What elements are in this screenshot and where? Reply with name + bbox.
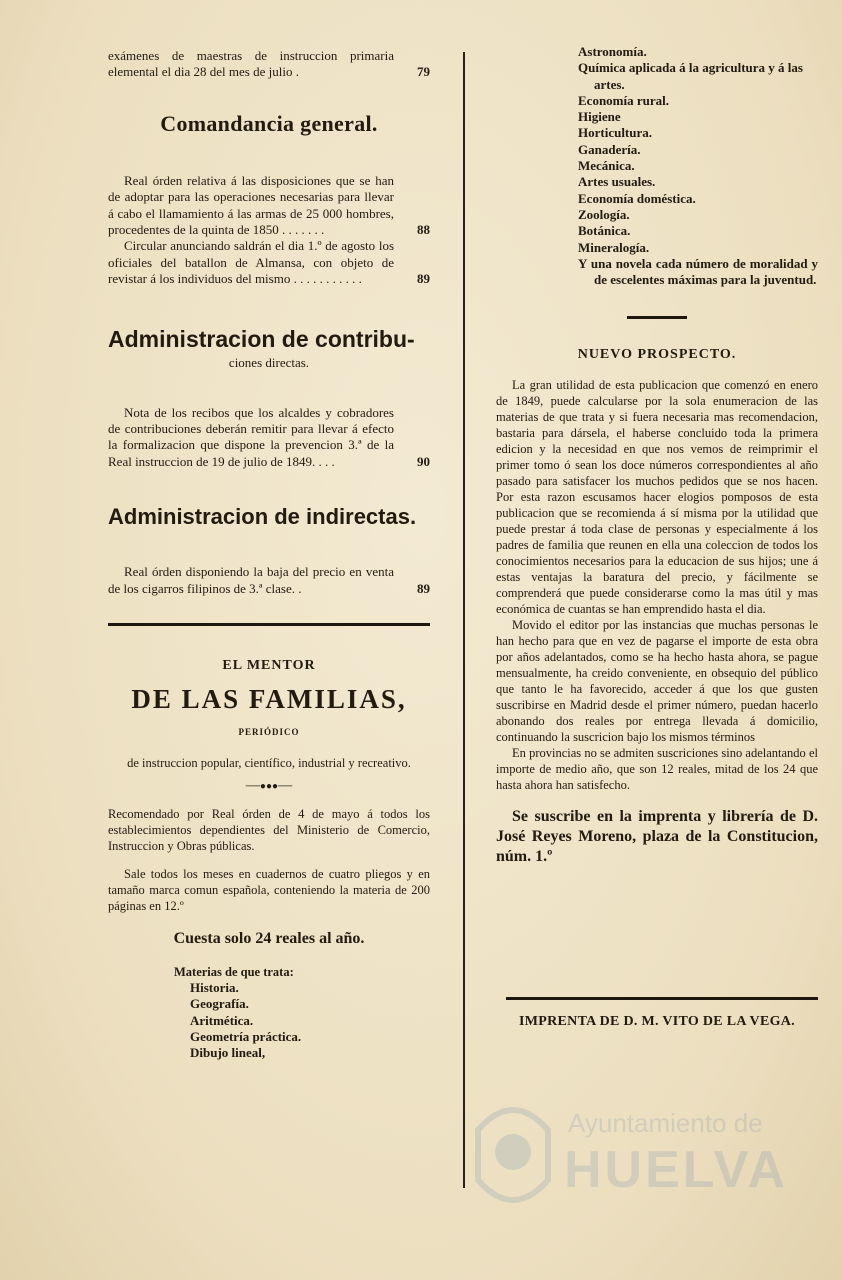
mentor-price: Cuesta solo 24 reales al año.: [173, 930, 365, 948]
subject-item: Geografía.: [190, 996, 249, 1012]
toc-page-number: 89: [417, 271, 430, 287]
column-divider: [463, 52, 465, 1188]
subjects-label: Materias de que trata:: [174, 965, 294, 980]
subject-item: Astronomía.: [578, 44, 647, 59]
coat-of-arms-icon: [468, 1090, 558, 1220]
subject-item: Aritmética.: [190, 1012, 254, 1028]
section-title-indirectas: Administracion de indirectas.: [108, 504, 417, 530]
subject-item: Botánica.: [578, 223, 631, 239]
subject-item: Zoología.: [578, 206, 630, 222]
subject-item: Mecánica.: [578, 158, 635, 174]
subscribe-notice: Se suscribe en la imprenta y librería de D. José Reyes Moreno, plaza de la Constitucion, núm. 1.º: [496, 808, 818, 866]
ornament-rule: ──●●●──: [245, 781, 293, 793]
right-column: [496, 44, 818, 1030]
watermark-line-1: Ayuntamiento de: [568, 1108, 763, 1138]
watermark-line-2: HUELVA: [564, 1141, 789, 1199]
subject-item: Economía doméstica.: [578, 190, 696, 206]
subject-item: Química aplicada á la agricultura y á las artes.: [578, 60, 803, 92]
subject-item: Higiene: [578, 109, 621, 125]
subjects-list-right: [578, 44, 818, 288]
toc-page-number: 90: [417, 453, 430, 469]
section-comandancia-entries: [108, 173, 430, 288]
toc-entry-text: Real órden disponiendo la baja del precio en venta de los cigarros filipinos de 3.ª clase. .: [108, 564, 394, 596]
toc-entry-text: Nota de los recibos que los alcaldes y cobradores de contribuciones deberán remitir para llevar á efecto la formalizacion que dispone la prevencion 3.ª de la Real instruccion de 19 de julio de 1849. . . .: [108, 404, 394, 469]
prospecto-paragraph-1: La gran utilidad de esta publicacion que comenzó en enero de 1849, puede calcularse por la sola enumeracion de las materias de que trata y si fuera necesaria mas recomendacion, bastaria para dársela, el haberse concluido toda la primera edicion y la necesidad en que nos vemos de reimprimir el primer tomo ó sean los doce números correspondientes al año pasado para satisfacer los muchos pedidos que se nos hacen. Por esta razon escusamos hacer elogios pomposos de esta publicacion que se recomienda á sí misma por la utilidad que puede prestar á toda clase de personas y especialmente á los padres de familia que reunen en ella una coleccion de todos los conocimientos necesarios para la educacion de sus hijos; une á estas ventajas la baratura del precio, y fácilmente se comprenderá que puede considerarse como la mas útil y mas económica de cuantas se han emprendido hasta el dia.: [496, 378, 818, 617]
watermark: [460, 1080, 790, 1260]
mentor-title: DE LAS FAMILIAS,: [131, 684, 407, 715]
prospecto-paragraph-2: Movido el editor por las instancias que muchas personas le han hecho para que en vez de pagarse el importe de esta obra por años adelantados, como se ha hecho hasta ahora, se pague mensualmente, ha creido conveniente, en obsequio del público que tanto le ha favorecido, acceder á que los que gusten suscribirse en Madrid desde el primer número, puedan hacerlo abonando dos reales por entrega llevada á domicilio, continuando la suscricion bajo los mismos términos: [496, 618, 818, 745]
section-title-contribuciones-cont: ciones directas.: [228, 354, 310, 370]
left-column: [108, 44, 430, 1062]
toc-top: [108, 48, 430, 81]
toc-page-number: 89: [417, 580, 430, 596]
footer-rule: [506, 997, 818, 1000]
subject-item: Economía rural.: [578, 92, 669, 108]
toc-entry-text: Real órden relativa á las disposiciones que se han de adoptar para las operaciones necesarias para llevar á cabo el llamamiento á las armas de 25 000 hombres, procedentes de la quinta de 1850 . . . . . . .: [108, 172, 394, 238]
subject-item: Historia.: [190, 980, 239, 996]
section-rule: [108, 623, 430, 626]
toc-entry-text: Circular anunciando saldrán el dia 1.º de agosto los oficiales del batallon de Almansa, con objeto de revistar á los individuos del mismo . . . . . . . . . . .: [108, 238, 394, 287]
subject-item: Horticultura.: [578, 125, 653, 141]
mentor-pre-title: EL MENTOR: [222, 658, 316, 674]
prospecto-paragraph-3: En provincias no se admiten suscriciones sino adelantando el importe de medio año, que son 12 reales, mitad de los 24 que hasta ahora han satisfecho.: [496, 746, 818, 793]
short-rule: [627, 316, 687, 319]
section-indirectas-entries: [108, 564, 430, 597]
toc-page-number: 79: [417, 64, 430, 80]
mentor-paragraph-2: Sale todos los meses en cuadernos de cuatro pliegos y en tamaño marca comun española, conteniendo la materia de 200 páginas en 12.º: [108, 867, 430, 914]
section-title-comandancia: Comandancia general.: [160, 110, 378, 136]
subject-item: Geometría práctica.: [190, 1028, 302, 1044]
toc-page-number: 88: [417, 222, 430, 238]
mentor-paragraph-1: Recomendado por Real órden de 4 de mayo á todos los establecimientos dependientes del Ministerio de Comercio, Instruccion y Obras públicas.: [108, 807, 430, 854]
subject-item: Ganadería.: [578, 141, 641, 157]
subjects-list-left: [174, 964, 430, 1061]
section-title-contribuciones: Administracion de contribu-: [108, 325, 415, 352]
imprenta-credit: IMPRENTA DE D. M. VITO DE LA VEGA.: [519, 1014, 795, 1030]
toc-entry-text: exámenes de maestras de instruccion primaria elemental el dia 28 del mes de julio .: [108, 48, 394, 80]
section-contribuciones-entries: [108, 405, 430, 471]
subject-item: Dibujo lineal,: [190, 1045, 266, 1061]
mentor-subtitle: PERIÓDICO: [238, 727, 300, 738]
mentor-description: de instruccion popular, científico, industrial y recreativo.: [127, 756, 411, 771]
subject-item: Artes usuales.: [578, 174, 656, 190]
prospecto-title: NUEVO PROSPECTO.: [577, 347, 737, 363]
subject-item: Y una novela cada número de moralidad y de escelentes máximas para la juventud.: [578, 255, 818, 288]
subject-item: Mineralogía.: [578, 239, 650, 255]
